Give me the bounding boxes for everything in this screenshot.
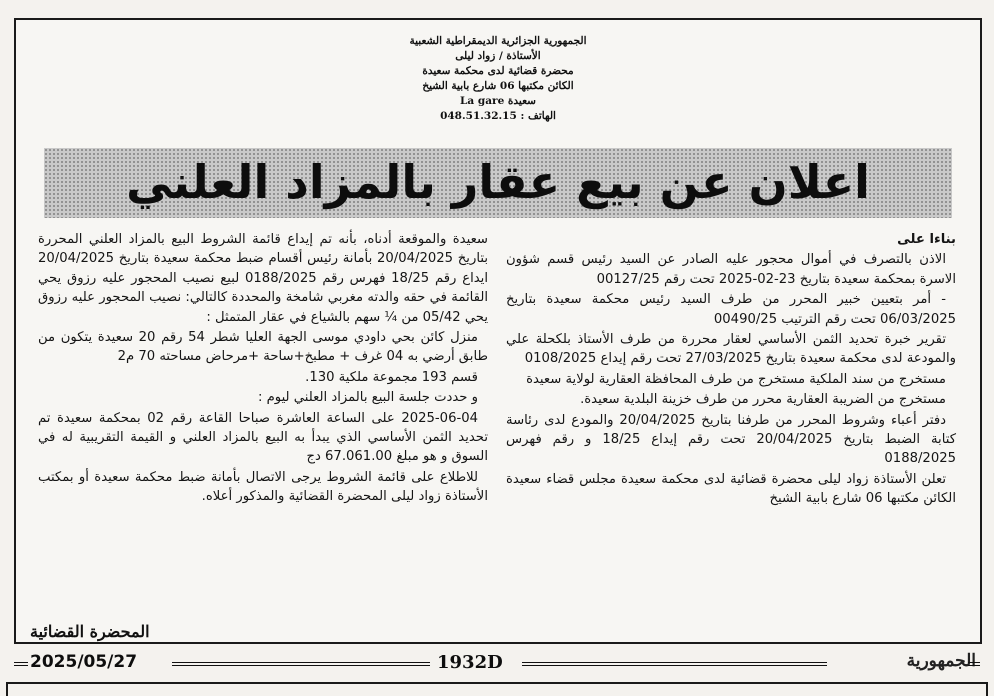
paragraph: و حددت جلسة البيع بالمزاد العلني ليوم : [257, 390, 478, 406]
paragraph: تعلن الأستاذة زواد ليلى محضرة قضائية لدى محكمة سعيدة مجلس قضاء سعيدة الكائن مكتبها 06 شارع بابية الشيخ [506, 471, 956, 507]
newspaper-logo: الجمهورية [906, 651, 976, 671]
title-banner [44, 148, 952, 218]
letterhead [16, 34, 980, 124]
signature-title: المحضرة القضائية [30, 622, 150, 641]
left-column [38, 230, 488, 650]
paragraph: تقرير خبرة تحديد الثمن الأساسي لعقار محررة من طرف الأستاذ بلكحلة علي والمودعة لدى محكمة سعيدة بتاريخ 27/03/2025 تحت رقم إيداع 0108/2025 [506, 332, 956, 367]
paragraph: - أمر بتعيين خبير المحرر من طرف السيد رئيس محكمة سعيدة بتاريخ 06/03/2025 تحت رقم الترتيب 00490/25 [506, 292, 956, 327]
paragraph: للاطلاع على قائمة الشروط يرجى الاتصال بأمانة ضبط محكمة سعيدة أو بمكتب الأستاذة زواد ليلى المحضرة القضائية والمذكور أعلاه. [38, 469, 488, 505]
paragraph: دفتر أعباء وشروط المحرر من طرفنا بتاريخ 20/04/2025 والمودع لدى رئاسة كتابة الضبط بتاريخ 20/04/2025 تحت رقم إيداع 18/25 و رقم فهرس 0188/2025 [506, 412, 957, 467]
office-city: سعيدة La gare [460, 95, 536, 107]
office-address: الكائن مكتبها 06 شارع بابية الشيخ [422, 80, 574, 92]
footer-rule [522, 662, 827, 666]
bailiff-name: الأستاذة / زواد ليلى [455, 50, 541, 62]
republic-line: الجمهورية الجزائرية الديمقراطية الشعبية [409, 35, 587, 47]
announcement-frame [14, 18, 982, 644]
footer-rule [968, 662, 980, 666]
paragraph: الاذن بالتصرف في أموال محجور عليه الصادر عن السيد رئيس قسم شؤون الاسرة بمحكمة سعيدة بتاريخ 23-02-2025 تحت رقم 00127/25 [506, 252, 956, 287]
bailiff-court: محضرة قضائية لدى محكمة سعيدة [422, 65, 574, 77]
paragraph: مستخرج من سند الملكية مستخرج من طرف المحافظة العقارية لولاية سعيدة [526, 371, 946, 387]
paragraph: سعيدة والموقعة أدناه، بأنه تم إيداع قائمة الشروط البيع بالمزاد العلني المحررة بتاريخ 20/04/2025 بأمانة رئيس أقسام ضبط محكمة سعيدة بتاريخ 20/04/2025 ايداع رقم 18/25 فهرس رقم 0188/2025 لبيع نصيب المحجور عليه رزوق يحي القائمة في حقه والدته مغربي شامخة والمحددة كالتالي: نصيب المحجور عليه رزوق يحي 05/42 من ¼ سهم بالشياع في عقار المتمثل : [38, 232, 488, 325]
footer-rule [172, 662, 430, 666]
paragraph: بناءا على [897, 232, 956, 247]
office-phone: الهاتف : 048.51.32.15 [440, 110, 556, 122]
page-footer [0, 650, 994, 678]
next-ad-border [6, 682, 988, 696]
paragraph: 2025-06-04 على الساعة العاشرة صباحا القاعة رقم 02 بمحكمة سعيدة تم تحديد الثمن الأساسي الذي يبدأ به البيع بالمزاد العلني و القيمة التقريبية له في السوق و هو مبلغ 67.061.00 دج [38, 410, 488, 465]
right-column [506, 230, 956, 650]
paragraph: قسم 193 مجموعة ملكية 130. [305, 369, 478, 385]
announcement-title: اعلان عن بيع عقار بالمزاد العلني [126, 155, 870, 209]
paragraph: مستخرج من الضريبة العقارية محرر من طرف خزينة البلدية سعيدة. [580, 392, 946, 408]
publication-date: 2025/05/27 [30, 652, 138, 672]
paragraph: منزل كائن بحي داودي موسى الجهة العليا شطر 54 رقم 20 سعيدة يتكون من طابق أرضي به 04 غرف + مطبخ+ساحة +مرحاض مساحته 70 م2 [38, 330, 488, 365]
ad-code: 1932D [437, 652, 503, 673]
footer-rule [14, 662, 28, 666]
